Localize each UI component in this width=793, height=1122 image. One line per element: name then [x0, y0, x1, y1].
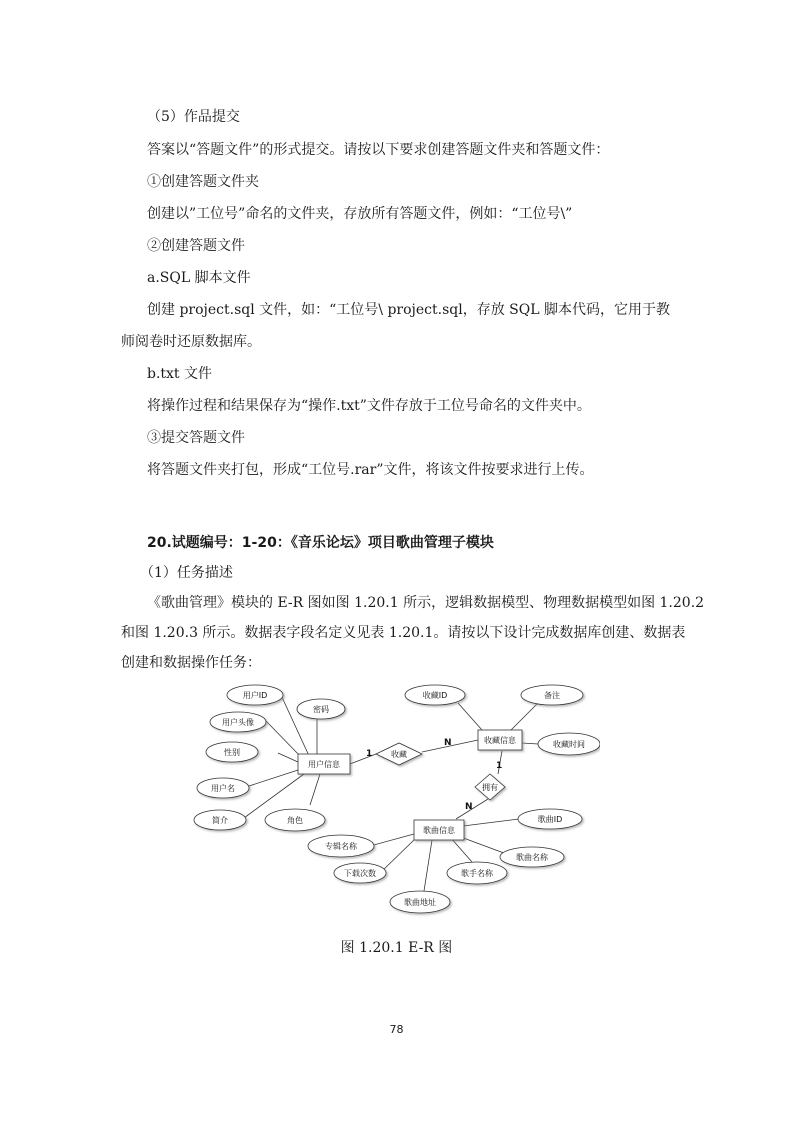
- text-line-9: b.txt 文件: [147, 366, 213, 382]
- text-line-11: ③提交答题文件: [147, 430, 245, 446]
- text-line-4: 创建以”工位号”命名的文件夹，存放所有答题文件，例如：“工位号\”: [147, 206, 573, 222]
- relation-own: 拥有: [482, 783, 498, 792]
- attr-downloads: 下载次数: [344, 869, 376, 878]
- text-line-6: a.SQL 脚本文件: [147, 270, 251, 286]
- entity-user: 用户信息: [308, 760, 340, 769]
- attr-username: 用户名: [211, 784, 235, 793]
- description-line-1: 《歌曲管理》模块的 E-R 图如图 1.20.1 所示，逻辑数据模型、物理数据模型如图 1.20.2: [147, 595, 705, 611]
- attr-avatar: 用户头像: [222, 718, 254, 727]
- page-number: 78: [389, 1023, 404, 1036]
- description-line-3: 创建和数据操作任务：: [121, 655, 261, 671]
- text-line-3: ①创建答题文件夹: [147, 174, 259, 190]
- cardinality-own-song: N: [465, 802, 473, 812]
- text-line-2: 答案以“答题文件”的形式提交。请按以下要求创建答题文件夹和答题文件：: [147, 142, 610, 158]
- text-line-7: 创建 project.sql 文件，如：“工位号\ project.sql，存放 SQL 脚本代码，它用于教: [147, 302, 670, 318]
- figure-caption: 图 1.20.1 E-R 图: [340, 940, 453, 956]
- attr-favorite-time: 收藏时间: [553, 740, 585, 749]
- attr-singer: 歌手名称: [461, 869, 493, 878]
- description-line-2: 和图 1.20.3 所示。数据表字段名定义见表 1.20.1。请按以下设计完成数据库创建、数据表: [121, 625, 686, 641]
- attr-user-id: 用户ID: [242, 691, 268, 700]
- attr-note: 备注: [544, 691, 560, 700]
- cardinality-user-collect: 1: [366, 749, 373, 759]
- text-line-5: ②创建答题文件: [147, 238, 245, 254]
- attr-intro: 简介: [212, 816, 228, 825]
- cardinality-collect-favorite: N: [444, 738, 452, 748]
- er-diagram: [180, 672, 600, 922]
- section-title: 20.试题编号：1-20：《音乐论坛》项目歌曲管理子模块: [147, 535, 494, 551]
- attr-password: 密码: [313, 705, 329, 714]
- attr-album: 专辑名称: [325, 842, 357, 851]
- attr-favorite-id: 收藏ID: [422, 691, 448, 700]
- attr-song-name: 歌曲名称: [516, 853, 548, 862]
- cardinality-favorite-own: 1: [496, 761, 503, 771]
- subsection-title: （1）任务描述: [140, 565, 233, 581]
- attr-gender: 性别: [224, 748, 240, 757]
- text-line-1: （5）作品提交: [147, 109, 240, 125]
- entity-song: 歌曲信息: [423, 826, 455, 835]
- text-line-10: 将操作过程和结果保存为“操作.txt”文件存放于工位号命名的文件夹中。: [147, 398, 591, 414]
- entity-favorite: 收藏信息: [484, 736, 516, 745]
- text-line-12: 将答题文件夹打包，形成“工位号.rar”文件，将该文件按要求进行上传。: [147, 462, 594, 478]
- attr-song-id: 歌曲ID: [537, 815, 563, 824]
- attr-role: 角色: [287, 816, 303, 825]
- attr-song-url: 歌曲地址: [404, 898, 436, 907]
- relation-collect: 收藏: [391, 750, 407, 759]
- text-line-8: 师阅卷时还原数据库。: [121, 334, 261, 350]
